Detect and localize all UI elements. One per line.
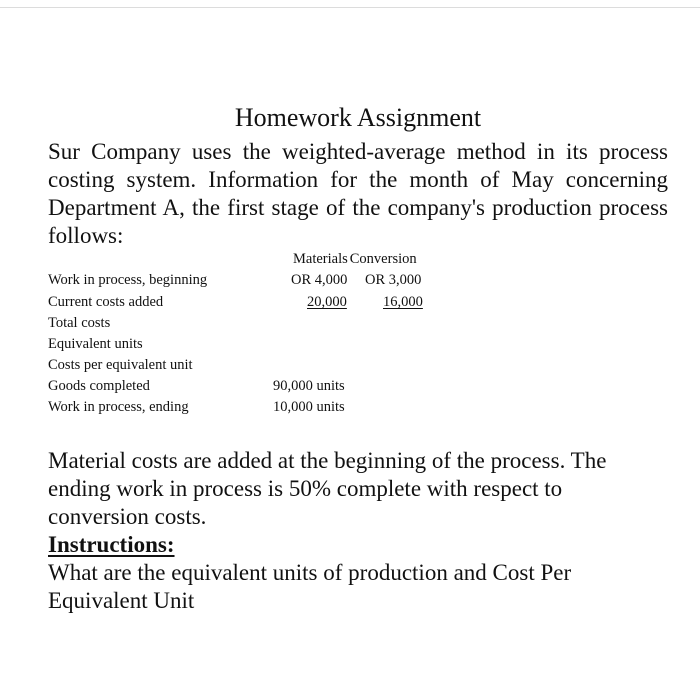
- question-text: What are the equivalent units of production and Cost Per Equivalent Unit: [48, 560, 572, 613]
- column-header-materials: Materials: [293, 251, 348, 267]
- intro-paragraph: Sur Company uses the weighted-average method in its process costing system. Information for the month of May concerning Department A, the first stage of the company's production process follows:: [48, 139, 668, 248]
- cell-current-costs-materials: 20,000: [307, 294, 347, 310]
- row-label-goods-completed: Goods completed: [48, 378, 150, 394]
- table-column-headers: [293, 250, 417, 268]
- cell-wip-beginning-materials: OR 4,000: [291, 272, 348, 288]
- column-header-conversion: Conversion: [349, 251, 417, 267]
- row-label-current-costs: Current costs added: [48, 294, 164, 310]
- cell-goods-completed-units: 90,000 units: [273, 378, 345, 394]
- row-label-equivalent-units: Equivalent units: [48, 336, 143, 352]
- cell-wip-beginning-conversion: OR 3,000: [365, 272, 422, 288]
- top-divider: [0, 7, 700, 8]
- instructions-heading: Instructions:: [48, 532, 175, 557]
- row-label-wip-beginning: Work in process, beginning: [48, 272, 208, 288]
- cell-current-costs-conversion: 16,000: [383, 294, 423, 310]
- row-label-wip-ending: Work in process, ending: [48, 399, 189, 415]
- document-title: Homework Assignment: [234, 103, 482, 132]
- cell-wip-ending-units: 10,000 units: [273, 399, 345, 415]
- row-label-total-costs: Total costs: [48, 315, 111, 331]
- row-label-cost-per-equivalent-unit: Costs per equivalent unit: [48, 357, 193, 373]
- material-costs-paragraph: Material costs are added at the beginning of the process. The ending work in process is 50% complete with respect to conversion costs.: [48, 448, 607, 529]
